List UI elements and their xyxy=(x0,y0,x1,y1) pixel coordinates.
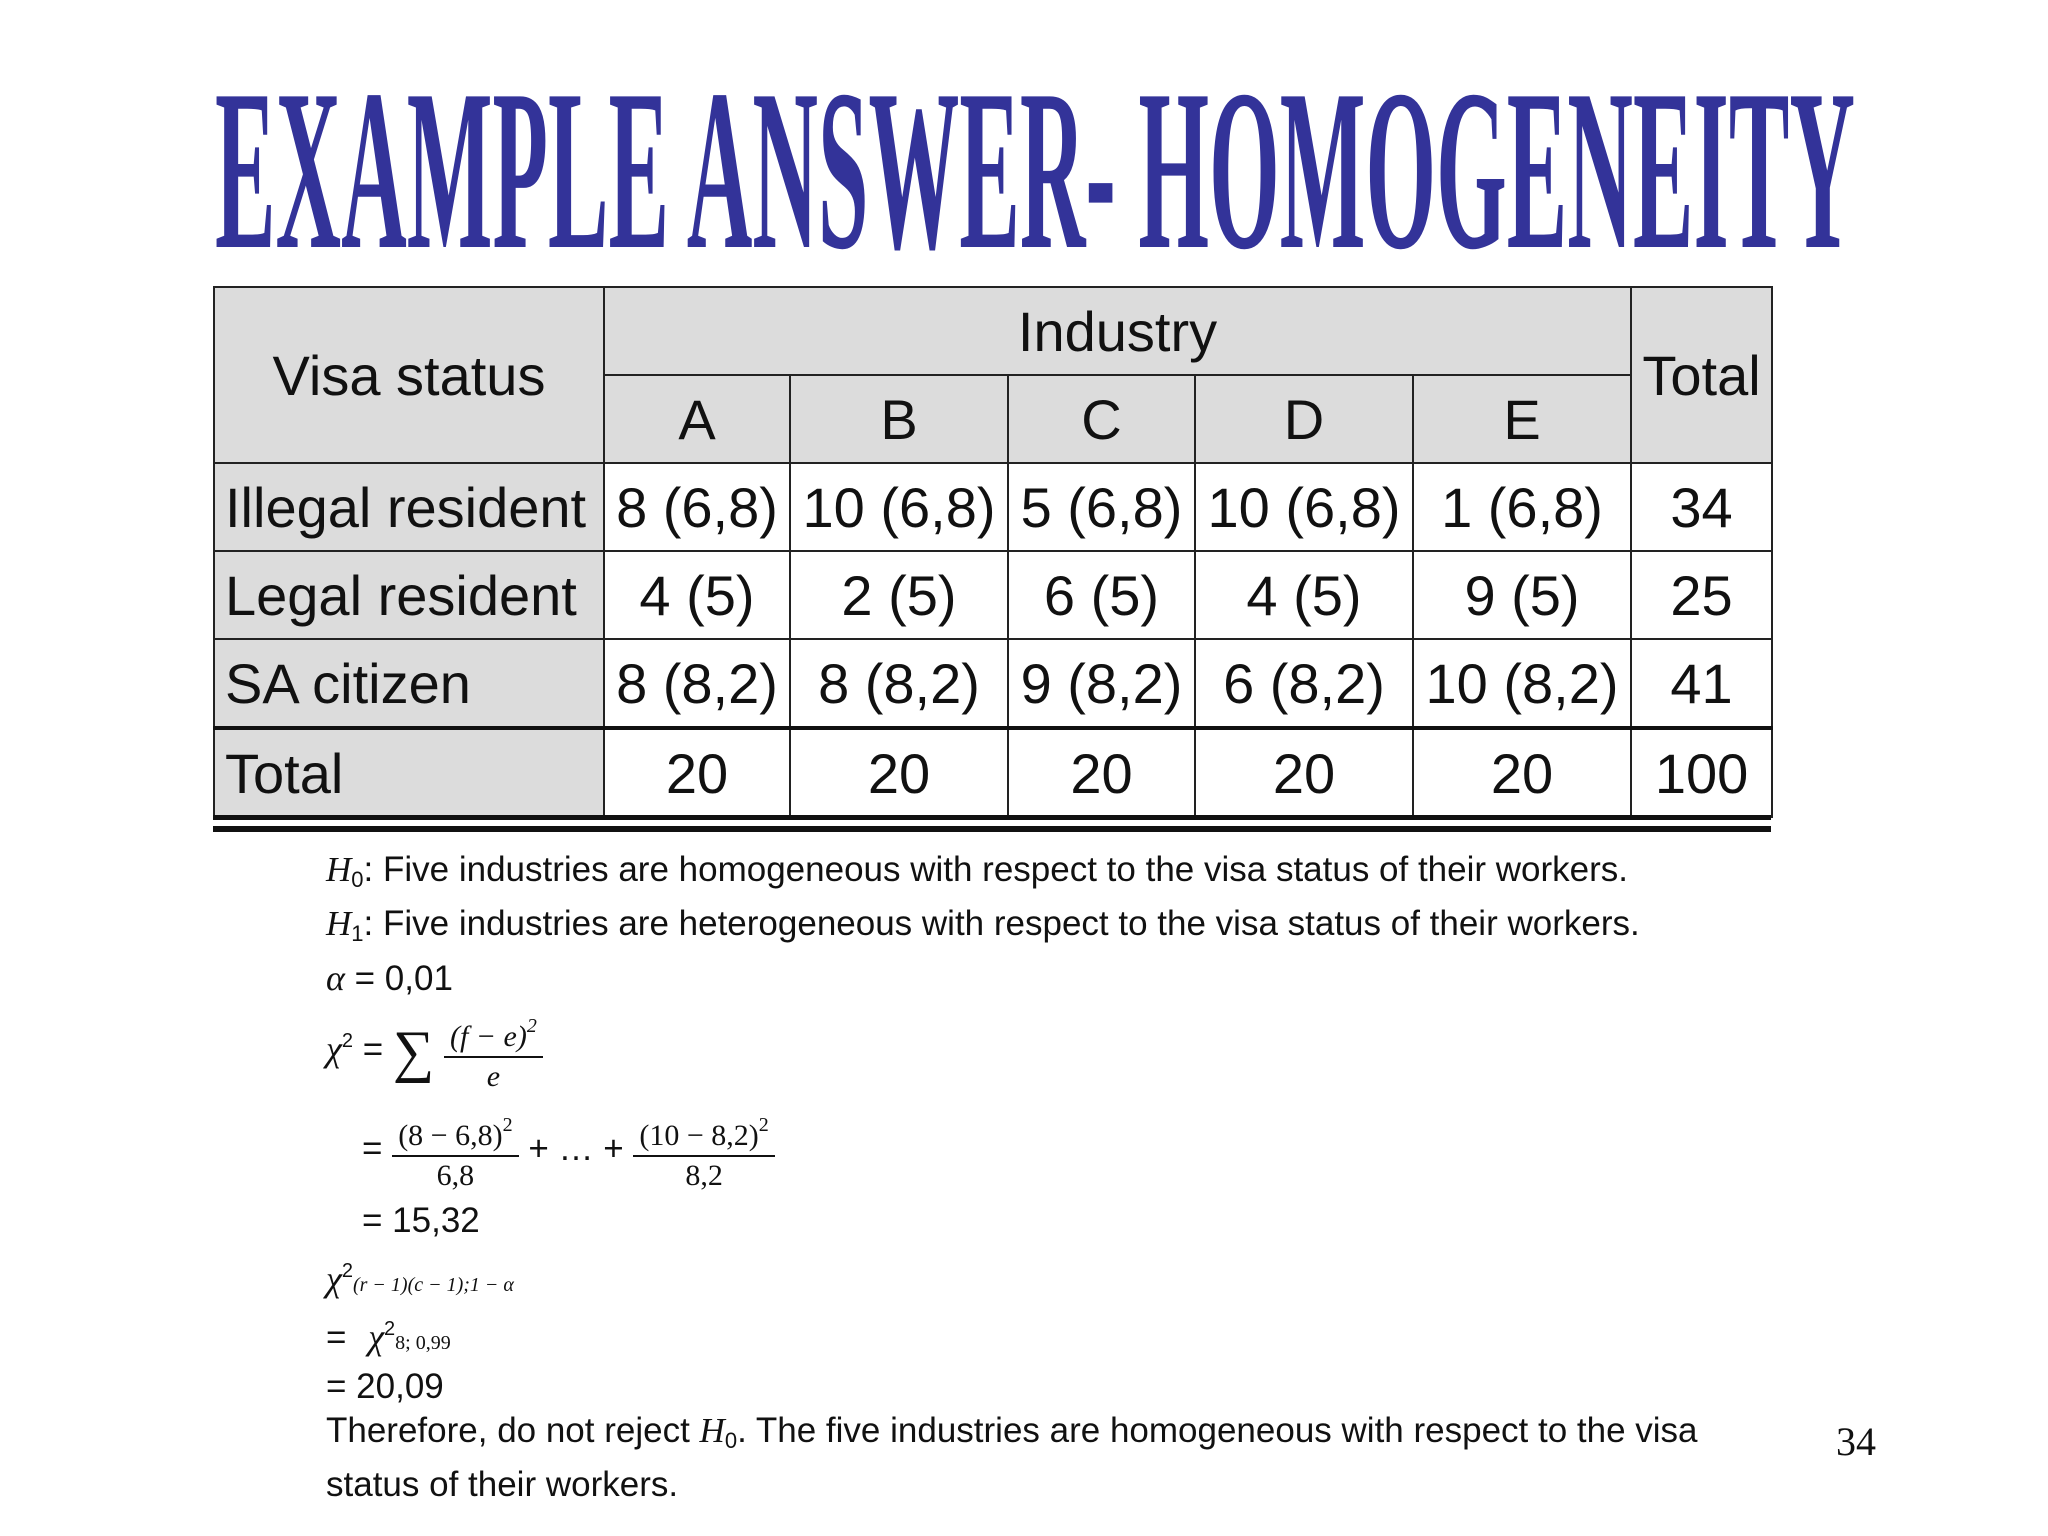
table-cell: 4 (5) xyxy=(1195,551,1413,639)
column-header: B xyxy=(790,375,1008,463)
alpha-line: α = 0,01 xyxy=(326,958,453,998)
table-cell: 20 xyxy=(604,728,790,817)
chi-square-result: = 15,32 xyxy=(362,1201,480,1240)
table-cell: 20 xyxy=(1413,728,1631,817)
conclusion: Therefore, do not reject $H_0$. The five industries are homogeneous with respect to the visa status of their workers. xyxy=(326,1411,1698,1504)
table-cell: 8 (6,8) xyxy=(604,463,790,551)
column-header: A xyxy=(604,375,790,463)
contingency-table xyxy=(213,286,1773,818)
table-bottom-rule xyxy=(213,826,1771,832)
row-label: Legal resident xyxy=(214,551,604,639)
table-cell: 2 (5) xyxy=(790,551,1008,639)
critical-value-result: = 20,09 xyxy=(326,1367,444,1406)
critical-value-symbol: $\chi^2(r - 1)(c$ − 1);1 − α xyxy=(326,1259,514,1299)
table-cell: 6 (5) xyxy=(1008,551,1195,639)
visa-status-header: Visa status xyxy=(214,287,604,463)
column-header: C xyxy=(1008,375,1195,463)
table-row xyxy=(214,639,1772,728)
page-number: 34 xyxy=(1836,1419,1876,1464)
table-cell: 8 (8,2) xyxy=(604,639,790,728)
row-total: 34 xyxy=(1631,463,1772,551)
table-cell: 20 xyxy=(1008,728,1195,817)
last-term-fraction: $\frac{(10 - 8,2)^2}{8,2}$ xyxy=(633,1106,774,1195)
row-total: 25 xyxy=(1631,551,1772,639)
total-row-label: Total xyxy=(214,728,604,817)
page-title xyxy=(215,75,1855,265)
table-row xyxy=(214,551,1772,639)
grand-total: 100 xyxy=(1631,728,1772,817)
row-label: SA citizen xyxy=(214,639,604,728)
table-cell: 9 (5) xyxy=(1413,551,1631,639)
table-cell: 20 xyxy=(1195,728,1413,817)
table-row xyxy=(214,463,1772,551)
alternative-hypothesis: $H_1$: Five industries are heterogeneous with respect to the visa status of their workers. xyxy=(326,904,1640,946)
row-total: 41 xyxy=(1631,639,1772,728)
column-header: D xyxy=(1195,375,1413,463)
table-cell: 10 (6,8) xyxy=(790,463,1008,551)
row-label: Illegal resident xyxy=(214,463,604,551)
table-cell: 6 (8,2) xyxy=(1195,639,1413,728)
table-cell: 4 (5) xyxy=(604,551,790,639)
table-cell: 20 xyxy=(790,728,1008,817)
industry-header: Industry xyxy=(604,287,1631,375)
page-title-text: EXAMPLE ANSWER- HOMOGENEITY xyxy=(215,75,1855,265)
null-hypothesis: $H_0$: Five industries are homogeneous with respect to the visa status of their workers. xyxy=(326,850,1629,892)
solution-text xyxy=(326,848,1746,1507)
table-cell: 10 (6,8) xyxy=(1195,463,1413,551)
table-bottom-rule xyxy=(213,815,1771,820)
column-header: E xyxy=(1413,375,1631,463)
first-term-fraction: $\frac{(8 - 6,8)^2}{6,8}$ xyxy=(392,1106,518,1195)
critical-value-substituted: = $\chi^28$; 0,99 xyxy=(326,1317,451,1357)
table-cell: 5 (6,8) xyxy=(1008,463,1195,551)
total-row xyxy=(214,728,1772,817)
table-cell: 10 (8,2) xyxy=(1413,639,1631,728)
chi-square-formula: $\chi^2$ = ∑ $\frac{(f - e)^2}{e}$ xyxy=(326,1007,1746,1096)
total-header: Total xyxy=(1631,287,1772,463)
table-cell: 9 (8,2) xyxy=(1008,639,1195,728)
table-cell: 1 (6,8) xyxy=(1413,463,1631,551)
chi-square-substitution: = $\frac{(8 - 6,8)^2}{6,8}$ + … + $\frac{(10 - 8,2)^2}{8,2}$ xyxy=(326,1106,1746,1195)
table-cell: 8 (8,2) xyxy=(790,639,1008,728)
general-fraction: $\frac{(f - e)^2}{e}$ xyxy=(444,1007,543,1096)
